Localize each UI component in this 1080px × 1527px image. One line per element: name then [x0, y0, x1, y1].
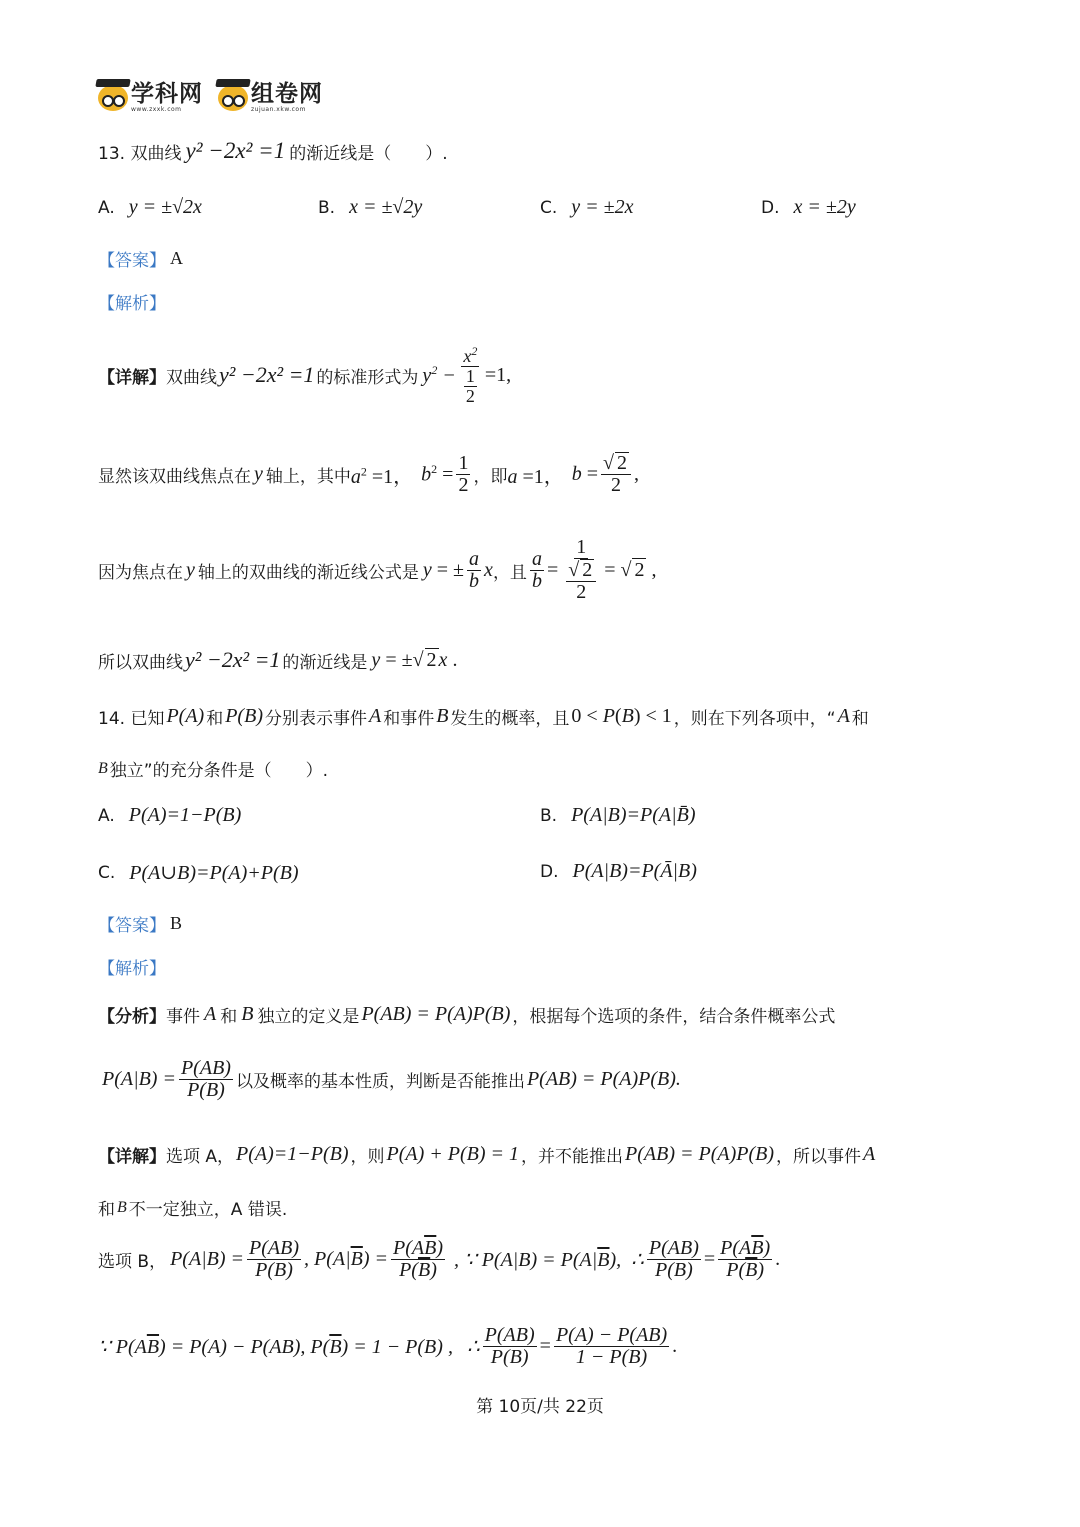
text: 轴上的双曲线的渐近线公式是: [197, 562, 419, 583]
logo-zujuan-url: zujuan.xkw.com: [251, 106, 306, 113]
equation: y² −2x² =1: [185, 647, 281, 672]
option-math: P(A|B)=P(A|B̄): [571, 804, 696, 826]
q14-option-d[interactable]: [540, 860, 697, 883]
q14-detail-1: 【详解】 选项 A， P(A)=1−P(B) ，则 P(A) + P(B) = 1 ，并不能推出 P(AB) = P(A)P(B) ，所以事件 A: [98, 1143, 876, 1167]
q14-detail-3: 选项 B， P(A|B) = $\frac{P(AB)}{P(B)}$ , $P(A|\overline{B})$ = $\frac{P(A\overline{B})}{P(\overline{B})}$ , ∵ $P(A|B) = P(A|\overline{B})$, ∴ $\frac{P(AB)}{P(B)}$ = $\frac{P(A\overline{B})}{P(\overline{B})}$ .: [98, 1237, 781, 1281]
text: ，并不能推出: [521, 1147, 624, 1167]
option-math: y = ±√2x: [128, 196, 202, 218]
equation: y² −2x² =1: [219, 362, 315, 388]
text: 14. 已知: [98, 709, 165, 729]
q14-fenxi-1: 【分析】 事件 A 和 B 独立的定义是 P(AB) = P(A)P(B) ，根据每个选项的条件，结合条件概率公式: [98, 1003, 836, 1027]
text: ，则在下列各项中，“: [673, 709, 836, 729]
option-label: C.: [98, 862, 116, 883]
detail-tag: 【详解】: [98, 367, 166, 388]
q14-stem-line2: B 独立”的充分条件是（ ）.: [98, 756, 328, 781]
answer-tag: 【答案】: [98, 916, 166, 936]
text: 事件: [166, 1007, 200, 1027]
logo-zxxk: [98, 82, 203, 113]
text: 和: [98, 1200, 115, 1220]
logo-zujuan-text: 组卷网: [251, 81, 323, 107]
analysis-tag: 【解析】: [98, 959, 166, 979]
q13-detail-4: 所以双曲线 y² −2x² =1 的渐近线是 y = ±√ 2 x .: [98, 647, 458, 673]
q13-option-d[interactable]: [761, 196, 856, 219]
text: 发生的概率，且: [450, 709, 570, 729]
owl-logo-icon: [98, 85, 128, 111]
q14-analysis-heading: [98, 954, 166, 979]
text: 独立”的充分条件是（ ）.: [109, 761, 328, 781]
answer-tag: 【答案】: [98, 251, 166, 271]
option-label: B.: [540, 805, 558, 826]
option-label: B.: [318, 197, 336, 218]
q13-answer: [98, 246, 183, 271]
q14-stem-line1: 14. 已知 P(A) 和 P(B) 分别表示事件 A 和事件 B 发生的概率，且 0 < P(B) < 1 ，则在下列各项中，“ A 和: [98, 705, 869, 729]
q14-option-a[interactable]: [98, 804, 241, 827]
text: 不一定独立，A 错误.: [128, 1200, 288, 1220]
option-math: y = ±2x: [571, 196, 634, 218]
q14-detail-2: 和 B 不一定独立，A 错误.: [98, 1195, 287, 1220]
option-label: D.: [540, 861, 559, 882]
q13-detail-3: 因为焦点在 y 轴上的双曲线的渐近线公式是 y = ± $\frac{a}{b}$ x ，且 $\frac{a}{b}$ = $\frac{1}{\frac{√ 2}{2}}$ = √ 2 ,: [98, 536, 657, 603]
q13-analysis-heading: [98, 289, 166, 314]
text: ，且: [492, 562, 527, 583]
text: 因为焦点在: [98, 562, 183, 583]
q14-option-c[interactable]: [98, 860, 299, 885]
detail-tag: 【详解】: [98, 1147, 166, 1167]
option-math: P(A∪B)=P(A)+P(B): [129, 862, 299, 884]
q13-equation: y² −2x² =1: [185, 138, 286, 163]
text: 的标准形式为: [316, 367, 419, 388]
option-math: x = ±2y: [793, 196, 856, 218]
q13-option-a[interactable]: [98, 196, 202, 219]
text: 的渐近线是: [282, 652, 368, 673]
text: 所以双曲线: [98, 652, 183, 673]
text: ，则: [350, 1147, 385, 1167]
text: 和: [851, 709, 869, 729]
q14-answer: [98, 911, 182, 936]
answer-value: B: [170, 913, 183, 933]
option-label: A.: [98, 805, 115, 826]
text: 轴上，其中: [265, 466, 351, 487]
analysis-tag: 【解析】: [98, 294, 166, 314]
logo-zxxk-url: www.zxxk.com: [131, 106, 182, 113]
option-math: x = ±√2y: [349, 196, 423, 218]
q14-detail-4: ∵ $P(A\overline{B}) = P(A) - P(AB)$, $P(\overline{B}) = 1 - P(B)$ , ∴ $\frac{P(AB)}{P(B)}$ = $\frac{P(A) - P(AB)}{1 - P(B)}$ .: [98, 1324, 678, 1368]
text: 独立的定义是: [257, 1007, 360, 1027]
text: 和: [206, 709, 224, 729]
q13-detail-1: 【详解】 双曲线 y² −2x² =1 的标准形式为 $y^2$ − $\frac{x^2}{\frac{1}{2}}$ =1,: [98, 344, 512, 406]
q13-stem: [98, 138, 448, 164]
text: 以及概率的基本性质，判断是否能推出: [235, 1072, 525, 1092]
owl-logo-icon: [218, 85, 248, 111]
option-label: C.: [540, 197, 558, 218]
q13-stem-post: 的渐近线是（ ）.: [289, 143, 448, 164]
logo-zxxk-text: 学科网: [131, 81, 203, 107]
option-math: P(A|B)=P(Ā|B): [572, 860, 697, 882]
q13-option-b[interactable]: [318, 196, 422, 219]
text: ，即: [473, 466, 508, 487]
q13-stem-pre: 13. 双曲线: [98, 143, 182, 164]
fenxi-tag: 【分析】: [98, 1007, 166, 1027]
text: 选项 B，: [98, 1252, 167, 1272]
text: 显然该双曲线焦点在: [98, 466, 251, 487]
option-math: P(A)=1−P(B): [128, 804, 242, 826]
page-number: 第 10页/共 22页: [476, 1397, 604, 1417]
option-label: D.: [761, 197, 780, 218]
text: 和事件: [383, 709, 435, 729]
text: 和: [220, 1007, 238, 1027]
text: ，根据每个选项的条件，结合条件概率公式: [512, 1007, 836, 1027]
option-label: A.: [98, 197, 115, 218]
q13-option-c[interactable]: [540, 196, 634, 219]
text: 双曲线: [166, 367, 217, 388]
text: ，所以事件: [776, 1147, 862, 1167]
text: 分别表示事件: [264, 709, 367, 729]
text: 选项 A，: [166, 1147, 235, 1167]
answer-value: A: [170, 248, 183, 268]
q14-option-b[interactable]: [540, 804, 696, 827]
q14-fenxi-2: P(A|B) = $\frac{P(AB)}{P(B)}$ 以及概率的基本性质，判断是否能推出 P(AB) = P(A)P(B).: [102, 1057, 681, 1101]
q13-detail-2: 显然该双曲线焦点在 y 轴上，其中 $a^2 =1$， $b^2$ = $\frac{1}{2}$ ，即 a =1， b = $\frac{√ 2}{2}$ ,: [98, 451, 639, 496]
logo-zujuan: [218, 82, 323, 113]
